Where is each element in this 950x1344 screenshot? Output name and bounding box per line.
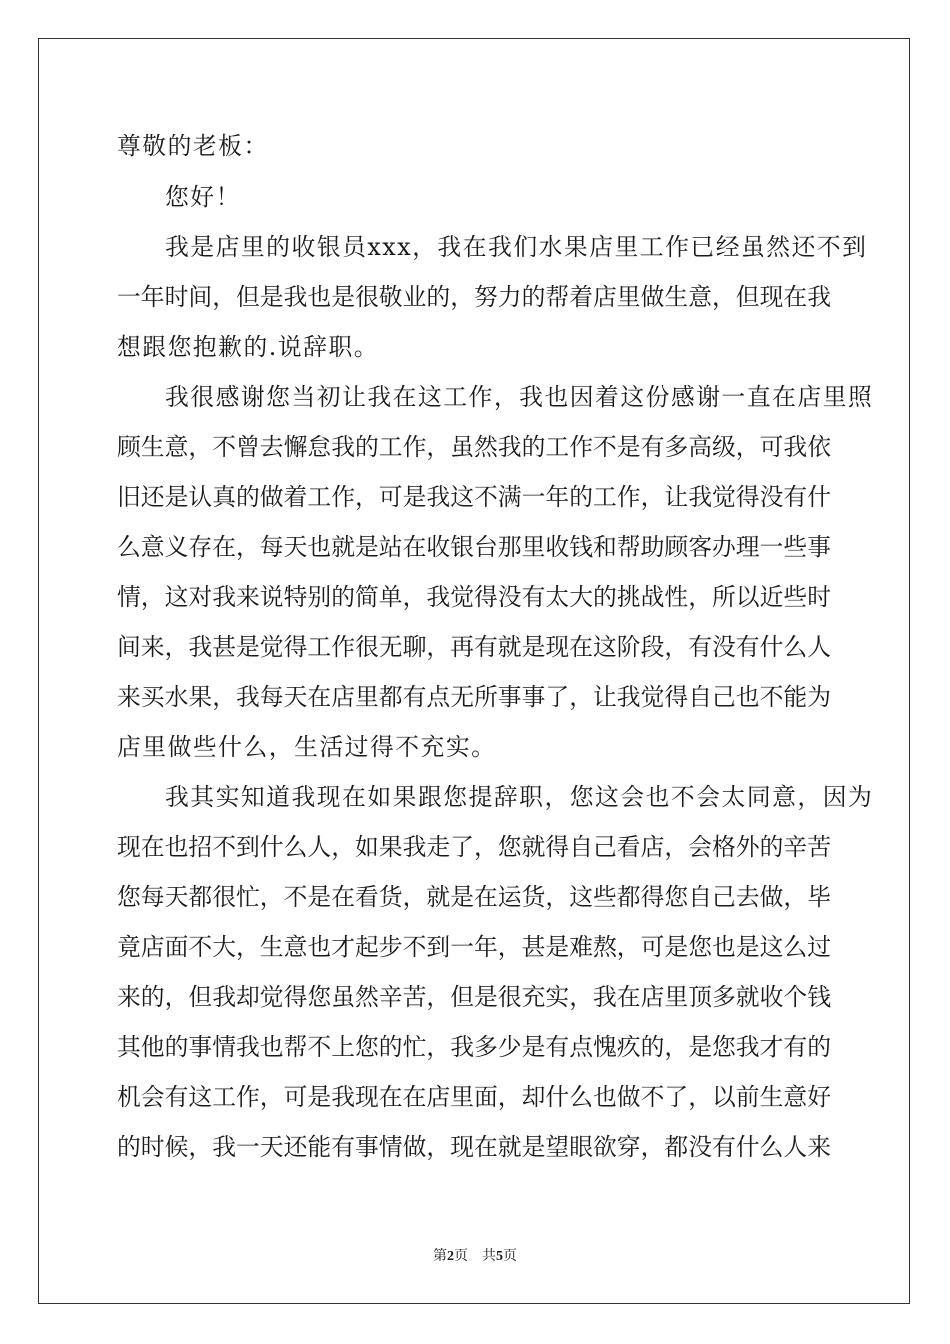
total-prefix: 共 (482, 1248, 496, 1264)
paragraph-line: 来的，但我却觉得您虽然辛苦，但是很充实，我在店里顶多就收个钱 (117, 983, 831, 1011)
paragraph-line: 情，这对我来说特别的简单，我觉得没有太大的挑战性，所以近些时 (117, 583, 831, 611)
paragraph-line: 一年时间，但是我也是很敬业的，努力的帮着店里做生意，但现在我 (117, 283, 831, 311)
paragraph-line: 竟店面不大，生意也才起步不到一年，甚是难熬，可是您也是这么过 (117, 933, 831, 961)
document-body (117, 126, 874, 1177)
greeting: 您好！ (165, 183, 241, 211)
paragraph-line: 我其实知道我现在如果跟您提辞职，您这会也不会太同意，因为 (165, 783, 874, 811)
paragraph-line: 间来，我甚是觉得工作很无聊，再有就是现在这阶段，有没有什么人 (117, 633, 831, 661)
total-pages-number: 5 (496, 1249, 503, 1264)
page-prefix: 第 (433, 1248, 447, 1264)
paragraph-line: 其他的事情我也帮不上您的忙，我多少是有点愧疚的，是您我才有的 (117, 1033, 831, 1061)
paragraph-line: 机会有这工作，可是我现在在店里面，却什么也做不了，以前生意好 (117, 1083, 831, 1111)
total-suffix: 页 (503, 1248, 517, 1264)
paragraph-line: 我是店里的收银员xxx，我在我们水果店里工作已经虽然还不到 (165, 233, 868, 261)
paragraph-line: 顾生意，不曾去懈怠我的工作，虽然我的工作不是有多高级，可我依 (117, 433, 831, 461)
paragraph-line: 我很感谢您当初让我在这工作，我也因着这份感谢一直在店里照 (165, 383, 874, 411)
paragraph-line: 您每天都很忙，不是在看货，就是在运货，这些都得您自己去做，毕 (117, 883, 831, 911)
paragraph-line: 来买水果，我每天在店里都有点无所事事了，让我觉得自己也不能为 (117, 683, 831, 711)
paragraph-line: 想跟您抱歉的.说辞职。 (117, 333, 380, 361)
paragraph-line: 旧还是认真的做着工作，可是我这不满一年的工作，让我觉得没有什 (117, 483, 831, 511)
paragraph-line: 的时候，我一天还能有事情做，现在就是望眼欲穿，都没有什么人来 (117, 1133, 831, 1161)
paragraph-line: 现在也招不到什么人，如果我走了，您就得自己看店，会格外的辛苦 (117, 833, 831, 861)
page-suffix: 页 (454, 1248, 468, 1264)
current-page-number: 2 (447, 1249, 454, 1264)
page-footer (0, 1246, 950, 1267)
paragraph-line: 店里做些什么，生活过得不充实。 (117, 733, 497, 761)
salutation: 尊敬的老板： (117, 132, 269, 160)
paragraph-line: 么意义存在，每天也就是站在收银台那里收钱和帮助顾客办理一些事 (117, 533, 831, 561)
